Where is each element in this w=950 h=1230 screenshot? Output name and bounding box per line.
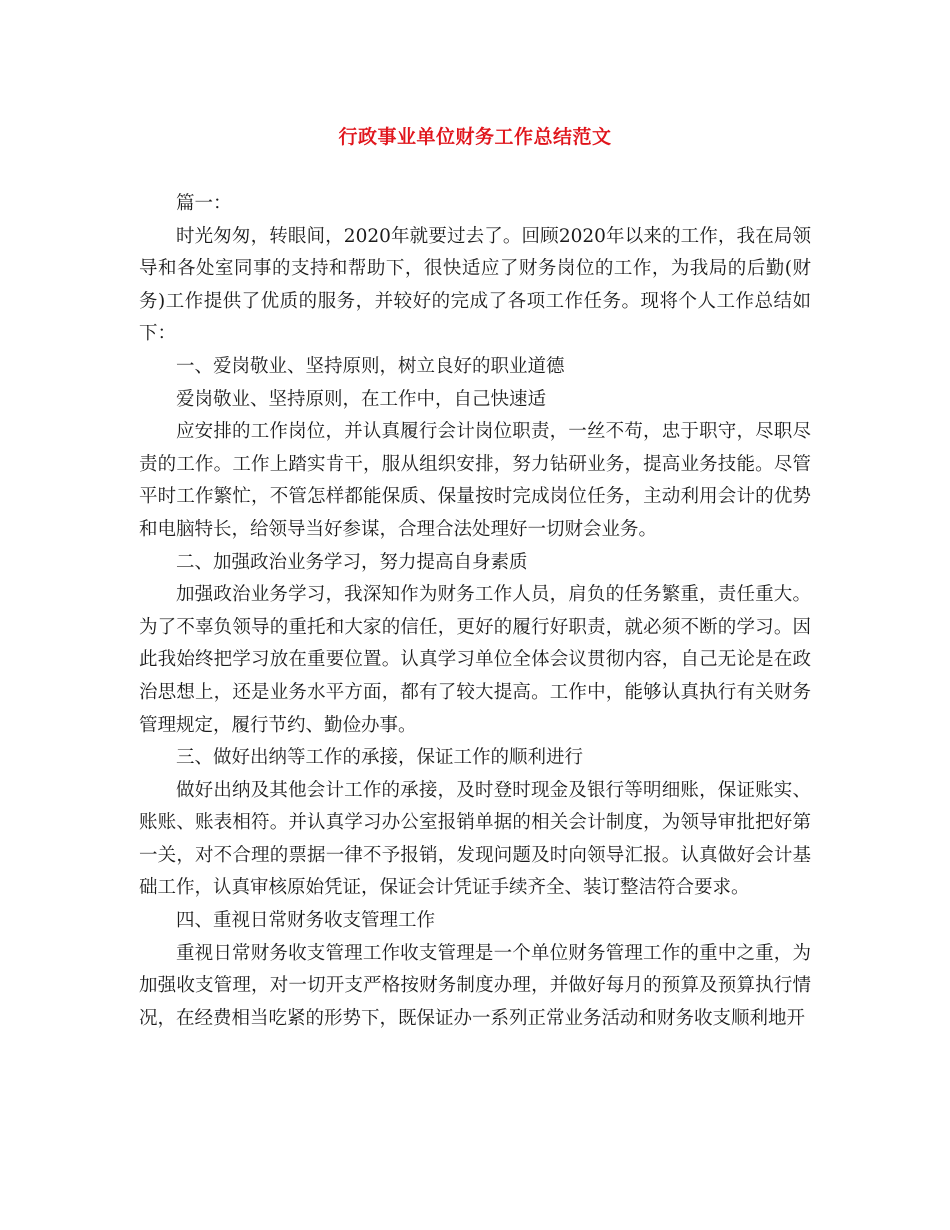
heading-section-1: 一、爱岗敬业、坚持原则，树立良好的职业道德 [176, 355, 565, 377]
paragraph-section-label: 篇一： [176, 193, 232, 214]
paragraph-section-4-body: 重视日常财务收支管理工作收支管理是一个单位财务管理工作的重中之重，为加强收支管理，对一切开支严格按财务制度办理，并做好每月的预算及预算执行情况，在经费相当吃紧的形势下，既保证办一系列正常业务活动和财务收支顺利地开 [139, 942, 811, 1029]
heading-section-3: 三、做好出纳等工作的承接，保证工作的顺利进行 [176, 747, 584, 769]
paragraph-section-1-body: 应安排的工作岗位，并认真履行会计岗位职责，一丝不苟，忠于职守，尽职尽责的工作。工作上踏实肯干，服从组织安排，努力钻研业务，提高业务技能。尽管平时工作繁忙，不管怎样都能保质、保量按时完成岗位任务，主动利用会计的优势和电脑特长，给领导当好参谋，合理合法处理好一切财会业务。 [139, 421, 811, 540]
paragraph-section-1-lead: 爱岗敬业、坚持原则，在工作中，自己快速适 [176, 388, 547, 410]
paragraph-section-2-body: 加强政治业务学习，我深知作为财务工作人员，肩负的任务繁重，责任重大。为了不辜负领导的重托和大家的信任，更好的履行好职责，就必须不断的学习。因此我始终把学习放在重要位置。认真学习单位全体会议贯彻内容，自己无论是在政治思想上，还是业务水平方面，都有了较大提高。工作中，能够认真执行有关财务管理规定，履行节约、勤俭办事。 [139, 584, 811, 736]
document-body [139, 188, 811, 1035]
document-title: 行政事业单位财务工作总结范文 [338, 126, 612, 148]
heading-section-4: 四、重视日常财务收支管理工作 [176, 910, 436, 932]
paragraph-section-3-body: 做好出纳及其他会计工作的承接，及时登时现金及银行等明细账，保证账实、账账、账表相符。并认真学习办公室报销单据的相关会计制度，为领导审批把好第一关，对不合理的票据一律不予报销，发现问题及时向领导汇报。认真做好会计基础工作，认真审核原始凭证，保证会计凭证手续齐全、装订整洁符合要求。 [139, 779, 811, 899]
paragraph-intro: 时光匆匆，转眼间，2020年就要过去了。回顾2020年以来的工作，我在局领导和各处室同事的支持和帮助下，很快适应了财务岗位的工作，为我局的后勤(财务)工作提供了优质的服务，并较好的完成了各项工作任务。现将个人工作总结如下： [139, 225, 811, 345]
heading-section-2: 二、加强政治业务学习，努力提高自身素质 [176, 551, 528, 573]
